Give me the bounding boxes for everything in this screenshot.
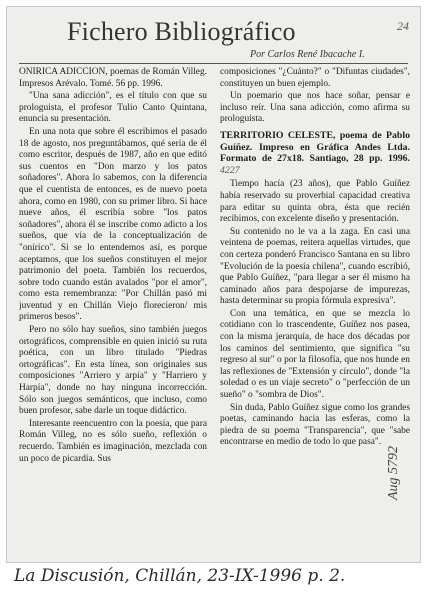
header-divider [19,63,408,64]
handwritten-mark: 4227 [220,164,240,176]
paragraph: Sin duda, Pablo Guíñez sigue como los grandes poetas, caminando hacia las esferas, como la piedra de su poema "Transparencia", que "sabe encontrarse en medio de todo lo que pasa". [220,402,410,448]
page-title: Fichero Bibliográfico [67,17,296,46]
paragraph: En una nota que sobre él escribimos el pasado 18 de agosto, nos preguntábamos, qué sería de él como escritor, después de 1987, año en que editó sus cuentos en "Don marzo y los patos soñadores". Ahora lo sabemos, con la diferencia que el cuentista de entonces, es de nuevo poeta ahora, como en 1980, con su primer libro. Si hace nueve años, él escribía sobre "los patos soñadores", ahora él se inscribe como adicto a los sueños, que vía de la conceptualización de "onírico". Si se lo entendemos así, es porque aceptamos, que los sueños constituyen el mejor patrimonio del poeta. También los recuerdos, sobre todo cuando están avalados "por el amor", como esta remembranza: "Por Chillán pasó mi juventud y en Chillán Viejo florecieron/ mis primeros besos". [19,126,207,323]
entry-header-territorio [220,130,410,176]
author-byline: Por Carlos René Ibacache I. [250,49,365,60]
paragraph: Un poemario que nos hace soñar, pensar e incluso reír. Una sana adicción, como afirma su prologuista. [220,91,410,125]
entry-header-text: TERRITORIO CELESTE, poema de Pablo Guíñez. Impreso en Gráfica Andes Ltda. Formato de 27x18. Santiago, 28 pp. 1996. [220,129,410,165]
right-column [220,67,410,561]
handwritten-side-note: Aug 5792 [386,445,401,500]
newspaper-clipping [6,6,421,563]
paragraph: "Una sana adicción", es el título con que su prologuista, el profesor Tulio Canto Quintana, enuncia su presentación. [19,91,207,125]
entry-header-onirica: ONIRICA ADICCION, poemas de Román Villeg. Impresos Arévalo. Tomé. 56 pp. 1996. [19,67,207,89]
paragraph: Con una temática, en que se mezcla lo cotidiano con lo trascendente, Guíñez nos pasea, con la misma jerarquía, de hace dos décadas por los caminos del sentimiento, que significa "su regreso al sur" o por la filosofía, que nos hunde en las reflexiones de "Extensión y círculo", donde "la soledad o es un viaje secreto" o "perfección de un sueño" o "sombra de Dios". [220,308,410,401]
paragraph: Tiempo hacía (23 años), que Pablo Guíñez había reservado su proverbial capacidad creativa para editar su quinta obra, ésta que recién recibimos, con excelente diseño y presentación. [220,179,410,225]
paragraph: composiciones "¿Cuánto?" o "Difuntas ciudades", constituyen un buen ejemplo. [220,67,410,89]
page-mark: 24 [397,19,409,33]
left-column [19,67,207,561]
paragraph: Interesante reencuentro con la poesía, que para Román Villeg, no es sólo sueño, reflexión o recuerdo. También es imaginación, mezclada con un poco de picardía. Sus [19,418,207,464]
paragraph: Su contenido no le va a la zaga. En casi una veintena de poemas, reitera aquellas virtudes, que con certeza ponderó Francisco Santana en su libro "Evolución de la poesía chilena", cuando escribió, que Pablo Guíñez, "para llegar a ser él mismo ha caminado años para despojarse de impurezas, hasta determinar su propia fórmula expresiva". [220,226,410,307]
paragraph: Pero no sólo hay sueños, sino también juegos ortográficos, comprensible en quien inició su ruta poética, con un libro titulado "Piedras ortográficas". En esta línea, son originales sus composiciones "Arriero y arpía" y "Harriero y Harpía", donde no hay ninguna incorrección. Sólo son juegos semánticos, que incluso, como buen profesor, sabe darle un toque didáctico. [19,325,207,417]
handwritten-source-note: La Discusión, Chillán, 23-IX-1996 p. 2. [14,566,346,586]
